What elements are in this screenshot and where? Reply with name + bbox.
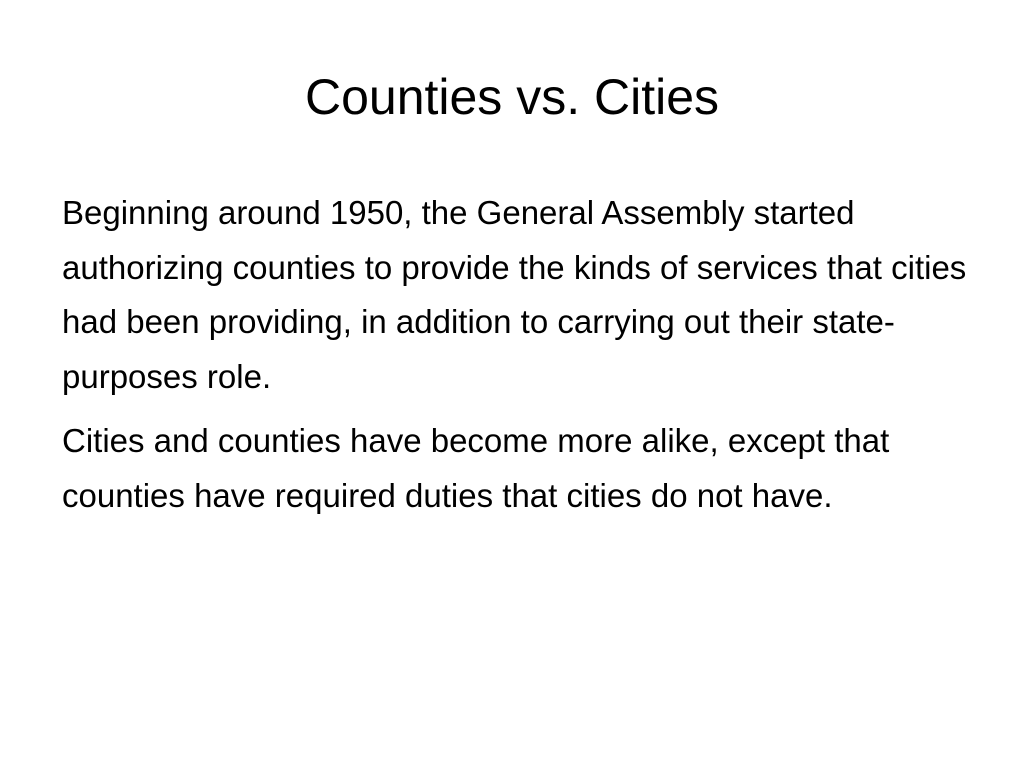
slide-paragraph-2: Cities and counties have become more alike, except that counties have required duties that cities do not have.	[62, 422, 890, 514]
slide-paragraph-1: Beginning around 1950, the General Assembly started authorizing counties to provide the kinds of services that cities had been providing, in addition to carrying out their state-purposes role.	[62, 194, 967, 395]
slide-body	[62, 186, 982, 533]
slide-title: Counties vs. Cities	[304, 69, 720, 125]
